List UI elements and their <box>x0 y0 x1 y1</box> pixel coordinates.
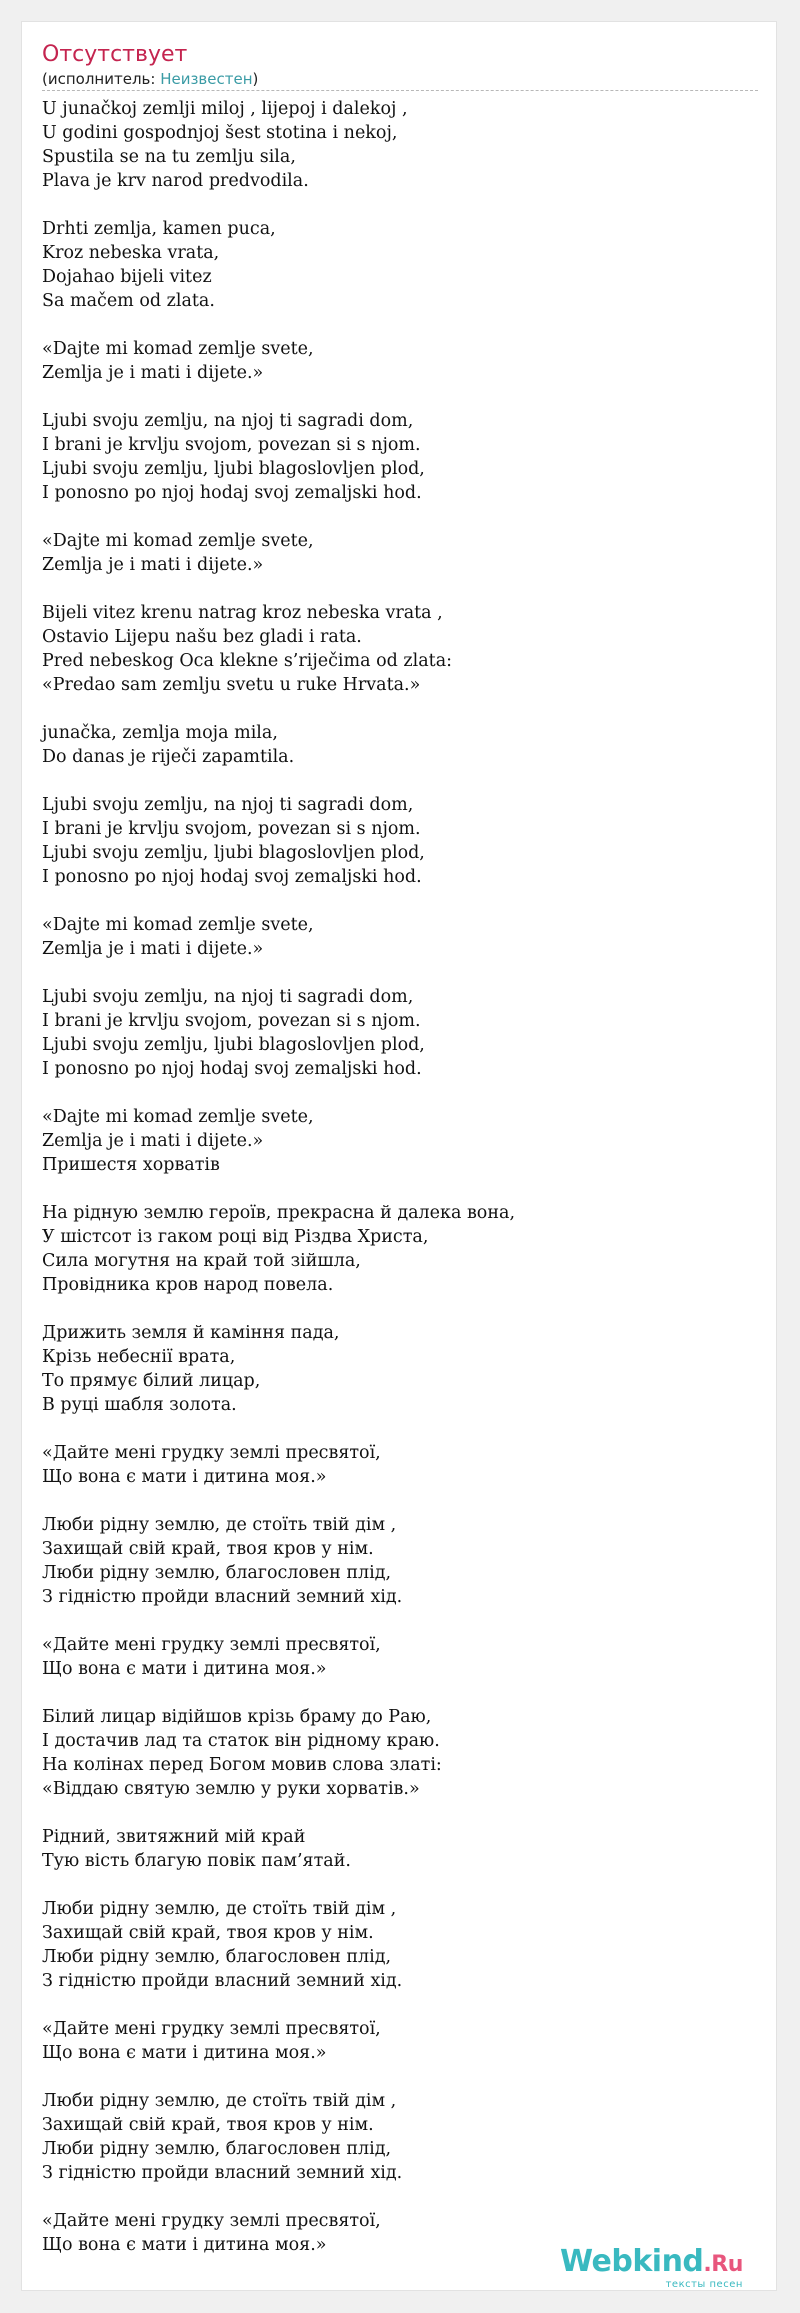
lyrics-line: Plava je krv narod predvodila. <box>42 171 309 191</box>
lyrics-card <box>21 21 777 2291</box>
lyrics-line: Що вона є мати і дитина моя.» <box>42 2235 327 2255</box>
title-separator <box>42 90 758 91</box>
lyrics-blank-line <box>42 1177 758 1201</box>
lyrics-blank-line <box>42 193 758 217</box>
site-logo[interactable] <box>560 2246 743 2290</box>
lyrics-blank-line <box>42 1873 758 1897</box>
lyrics-line: Люби рідну землю, де стоїть твій дім , <box>42 2091 397 2111</box>
lyrics-line: «Віддаю святую землю у руки хорватів.» <box>42 1779 420 1799</box>
lyrics-line: Ljubi svoju zemlju, na njoj ti sagradi dom, <box>42 795 414 815</box>
logo-tagline: тексты песен <box>665 2279 743 2290</box>
lyrics-line: «Дайте мені грудку землі пресвятої, <box>42 1443 381 1463</box>
lyrics-line: Do danas je riječi zapamtila. <box>42 747 295 767</box>
lyrics-line: «Dajte mi komad zemlje svete, <box>42 915 314 935</box>
lyrics-line: Zemlja je i mati i dijete.» <box>42 363 264 383</box>
lyrics-line: I ponosno po njoj hodaj svoj zemaljski hod. <box>42 483 422 503</box>
lyrics-line: Захищай свій край, твоя кров у нім. <box>42 1923 374 1943</box>
lyrics-line: Pred nebeskog Oca klekne s’riječima od zlata: <box>42 651 453 671</box>
lyrics-blank-line <box>42 1993 758 2017</box>
lyrics-line: Дрижить земля й каміння пада, <box>42 1323 340 1343</box>
lyrics-line: Що вона є мати і дитина моя.» <box>42 1659 327 1679</box>
lyrics-blank-line <box>42 1417 758 1441</box>
lyrics-line: Рідний, звитяжний мій край <box>42 1827 306 1847</box>
lyrics-blank-line <box>42 1681 758 1705</box>
lyrics-blank-line <box>42 2065 758 2089</box>
lyrics-line: «Dajte mi komad zemlje svete, <box>42 531 314 551</box>
lyrics-line: I ponosno po njoj hodaj svoj zemaljski hod. <box>42 1059 422 1079</box>
lyrics-line: Ljubi svoju zemlju, na njoj ti sagradi dom, <box>42 411 414 431</box>
lyrics-line: Люби рідну землю, де стоїть твій дім , <box>42 1899 397 1919</box>
song-title: Отсутствует <box>42 42 188 67</box>
lyrics-blank-line <box>42 1609 758 1633</box>
lyrics-line: Пришестя хорватів <box>42 1155 220 1175</box>
lyrics-line: I brani je krvlju svojom, povezan si s njom. <box>42 1011 421 1031</box>
lyrics-line: «Dajte mi komad zemlje svete, <box>42 339 314 359</box>
lyrics-text <box>42 97 758 2257</box>
lyrics-line: Ljubi svoju zemlju, ljubi blagoslovljen plod, <box>42 459 425 479</box>
lyrics-blank-line <box>42 313 758 337</box>
lyrics-blank-line <box>42 1801 758 1825</box>
logo-wordmark <box>560 2246 743 2281</box>
lyrics-line: Люби рідну землю, де стоїть твій дім , <box>42 1515 397 1535</box>
lyrics-line: Люби рідну землю, благословен плід, <box>42 2139 392 2159</box>
lyrics-line: Люби рідну землю, благословен плід, <box>42 1947 392 1967</box>
logo-main-text: Webkind <box>560 2244 704 2279</box>
lyrics-line: То прямує білий лицар, <box>42 1371 261 1391</box>
lyrics-line: Що вона є мати і дитина моя.» <box>42 2043 327 2063</box>
lyrics-line: З гідністю пройди власний земний хід. <box>42 2163 403 2183</box>
lyrics-line: Zemlja je i mati i dijete.» <box>42 1131 264 1151</box>
lyrics-line: «Dajte mi komad zemlje svete, <box>42 1107 314 1127</box>
lyrics-line: Zemlja je i mati i dijete.» <box>42 555 264 575</box>
lyrics-line: U junačkoj zemlji miloj , lijepoj i dalekoj , <box>42 99 408 119</box>
artist-link[interactable]: Неизвестен <box>160 70 253 88</box>
lyrics-line: На колінах перед Богом мовив слова златі: <box>42 1755 442 1775</box>
lyrics-line: U godini gospodnjoj šest stotina i nekoj, <box>42 123 398 143</box>
lyrics-line: Білий лицар відійшов крізь браму до Раю, <box>42 1707 432 1727</box>
lyrics-line: Spustila se na tu zemlju sila, <box>42 147 296 167</box>
logo-suffix: .Ru <box>703 2252 743 2277</box>
lyrics-line: «Дайте мені грудку землі пресвятої, <box>42 2019 381 2039</box>
lyrics-blank-line <box>42 961 758 985</box>
artist-suffix: ) <box>252 70 259 88</box>
lyrics-line: Крізь небеснії врата, <box>42 1347 236 1367</box>
lyrics-line: Провідника кров народ повела. <box>42 1275 334 1295</box>
lyrics-line: I brani je krvlju svojom, povezan si s njom. <box>42 435 421 455</box>
lyrics-line: Люби рідну землю, благословен плід, <box>42 1563 392 1583</box>
lyrics-line: Ljubi svoju zemlju, na njoj ti sagradi dom, <box>42 987 414 1007</box>
lyrics-blank-line <box>42 385 758 409</box>
lyrics-line: У шістсот із гаком році від Різдва Христа, <box>42 1227 429 1247</box>
lyrics-blank-line <box>42 505 758 529</box>
lyrics-line: «Predao sam zemlju svetu u ruke Hrvata.» <box>42 675 421 695</box>
lyrics-line: Bijeli vitez krenu natrag kroz nebeska vrata , <box>42 603 443 623</box>
artist-prefix: (исполнитель: <box>42 70 161 88</box>
lyrics-line: Тую вість благую повік пам’ятай. <box>42 1851 351 1871</box>
lyrics-line: І достачив лад та статок він рідному краю. <box>42 1731 440 1751</box>
artist-line <box>42 69 258 89</box>
lyrics-line: junačka, zemlja moja mila, <box>42 723 278 743</box>
lyrics-line: Ljubi svoju zemlju, ljubi blagoslovljen plod, <box>42 1035 425 1055</box>
lyrics-line: «Дайте мені грудку землі пресвятої, <box>42 1635 381 1655</box>
lyrics-line: На рідную землю героїв, прекрасна й далека вона, <box>42 1203 516 1223</box>
lyrics-blank-line <box>42 1297 758 1321</box>
lyrics-line: Drhti zemlja, kamen puca, <box>42 219 276 239</box>
lyrics-line: В руці шабля золота. <box>42 1395 237 1415</box>
lyrics-line: «Дайте мені грудку землі пресвятої, <box>42 2211 381 2231</box>
lyrics-blank-line <box>42 889 758 913</box>
lyrics-blank-line <box>42 577 758 601</box>
lyrics-line: I brani je krvlju svojom, povezan si s njom. <box>42 819 421 839</box>
lyrics-line: Сила могутня на край той зійшла, <box>42 1251 361 1271</box>
lyrics-line: З гідністю пройди власний земний хід. <box>42 1971 403 1991</box>
lyrics-line: I ponosno po njoj hodaj svoj zemaljski hod. <box>42 867 422 887</box>
lyrics-blank-line <box>42 2185 758 2209</box>
lyrics-line: З гідністю пройди власний земний хід. <box>42 1587 403 1607</box>
lyrics-blank-line <box>42 769 758 793</box>
lyrics-line: Ljubi svoju zemlju, ljubi blagoslovljen plod, <box>42 843 425 863</box>
lyrics-blank-line <box>42 1081 758 1105</box>
lyrics-line: Dojahao bijeli vitez <box>42 267 212 287</box>
lyrics-line: Захищай свій край, твоя кров у нім. <box>42 2115 374 2135</box>
lyrics-blank-line <box>42 697 758 721</box>
lyrics-line: Захищай свій край, твоя кров у нім. <box>42 1539 374 1559</box>
lyrics-line: Ostavio Lijepu našu bez gladi i rata. <box>42 627 362 647</box>
lyrics-line: Sa mačem od zlata. <box>42 291 215 311</box>
lyrics-line: Zemlja je i mati i dijete.» <box>42 939 264 959</box>
lyrics-line: Що вона є мати і дитина моя.» <box>42 1467 327 1487</box>
lyrics-line: Kroz nebeska vrata, <box>42 243 220 263</box>
lyrics-blank-line <box>42 1489 758 1513</box>
